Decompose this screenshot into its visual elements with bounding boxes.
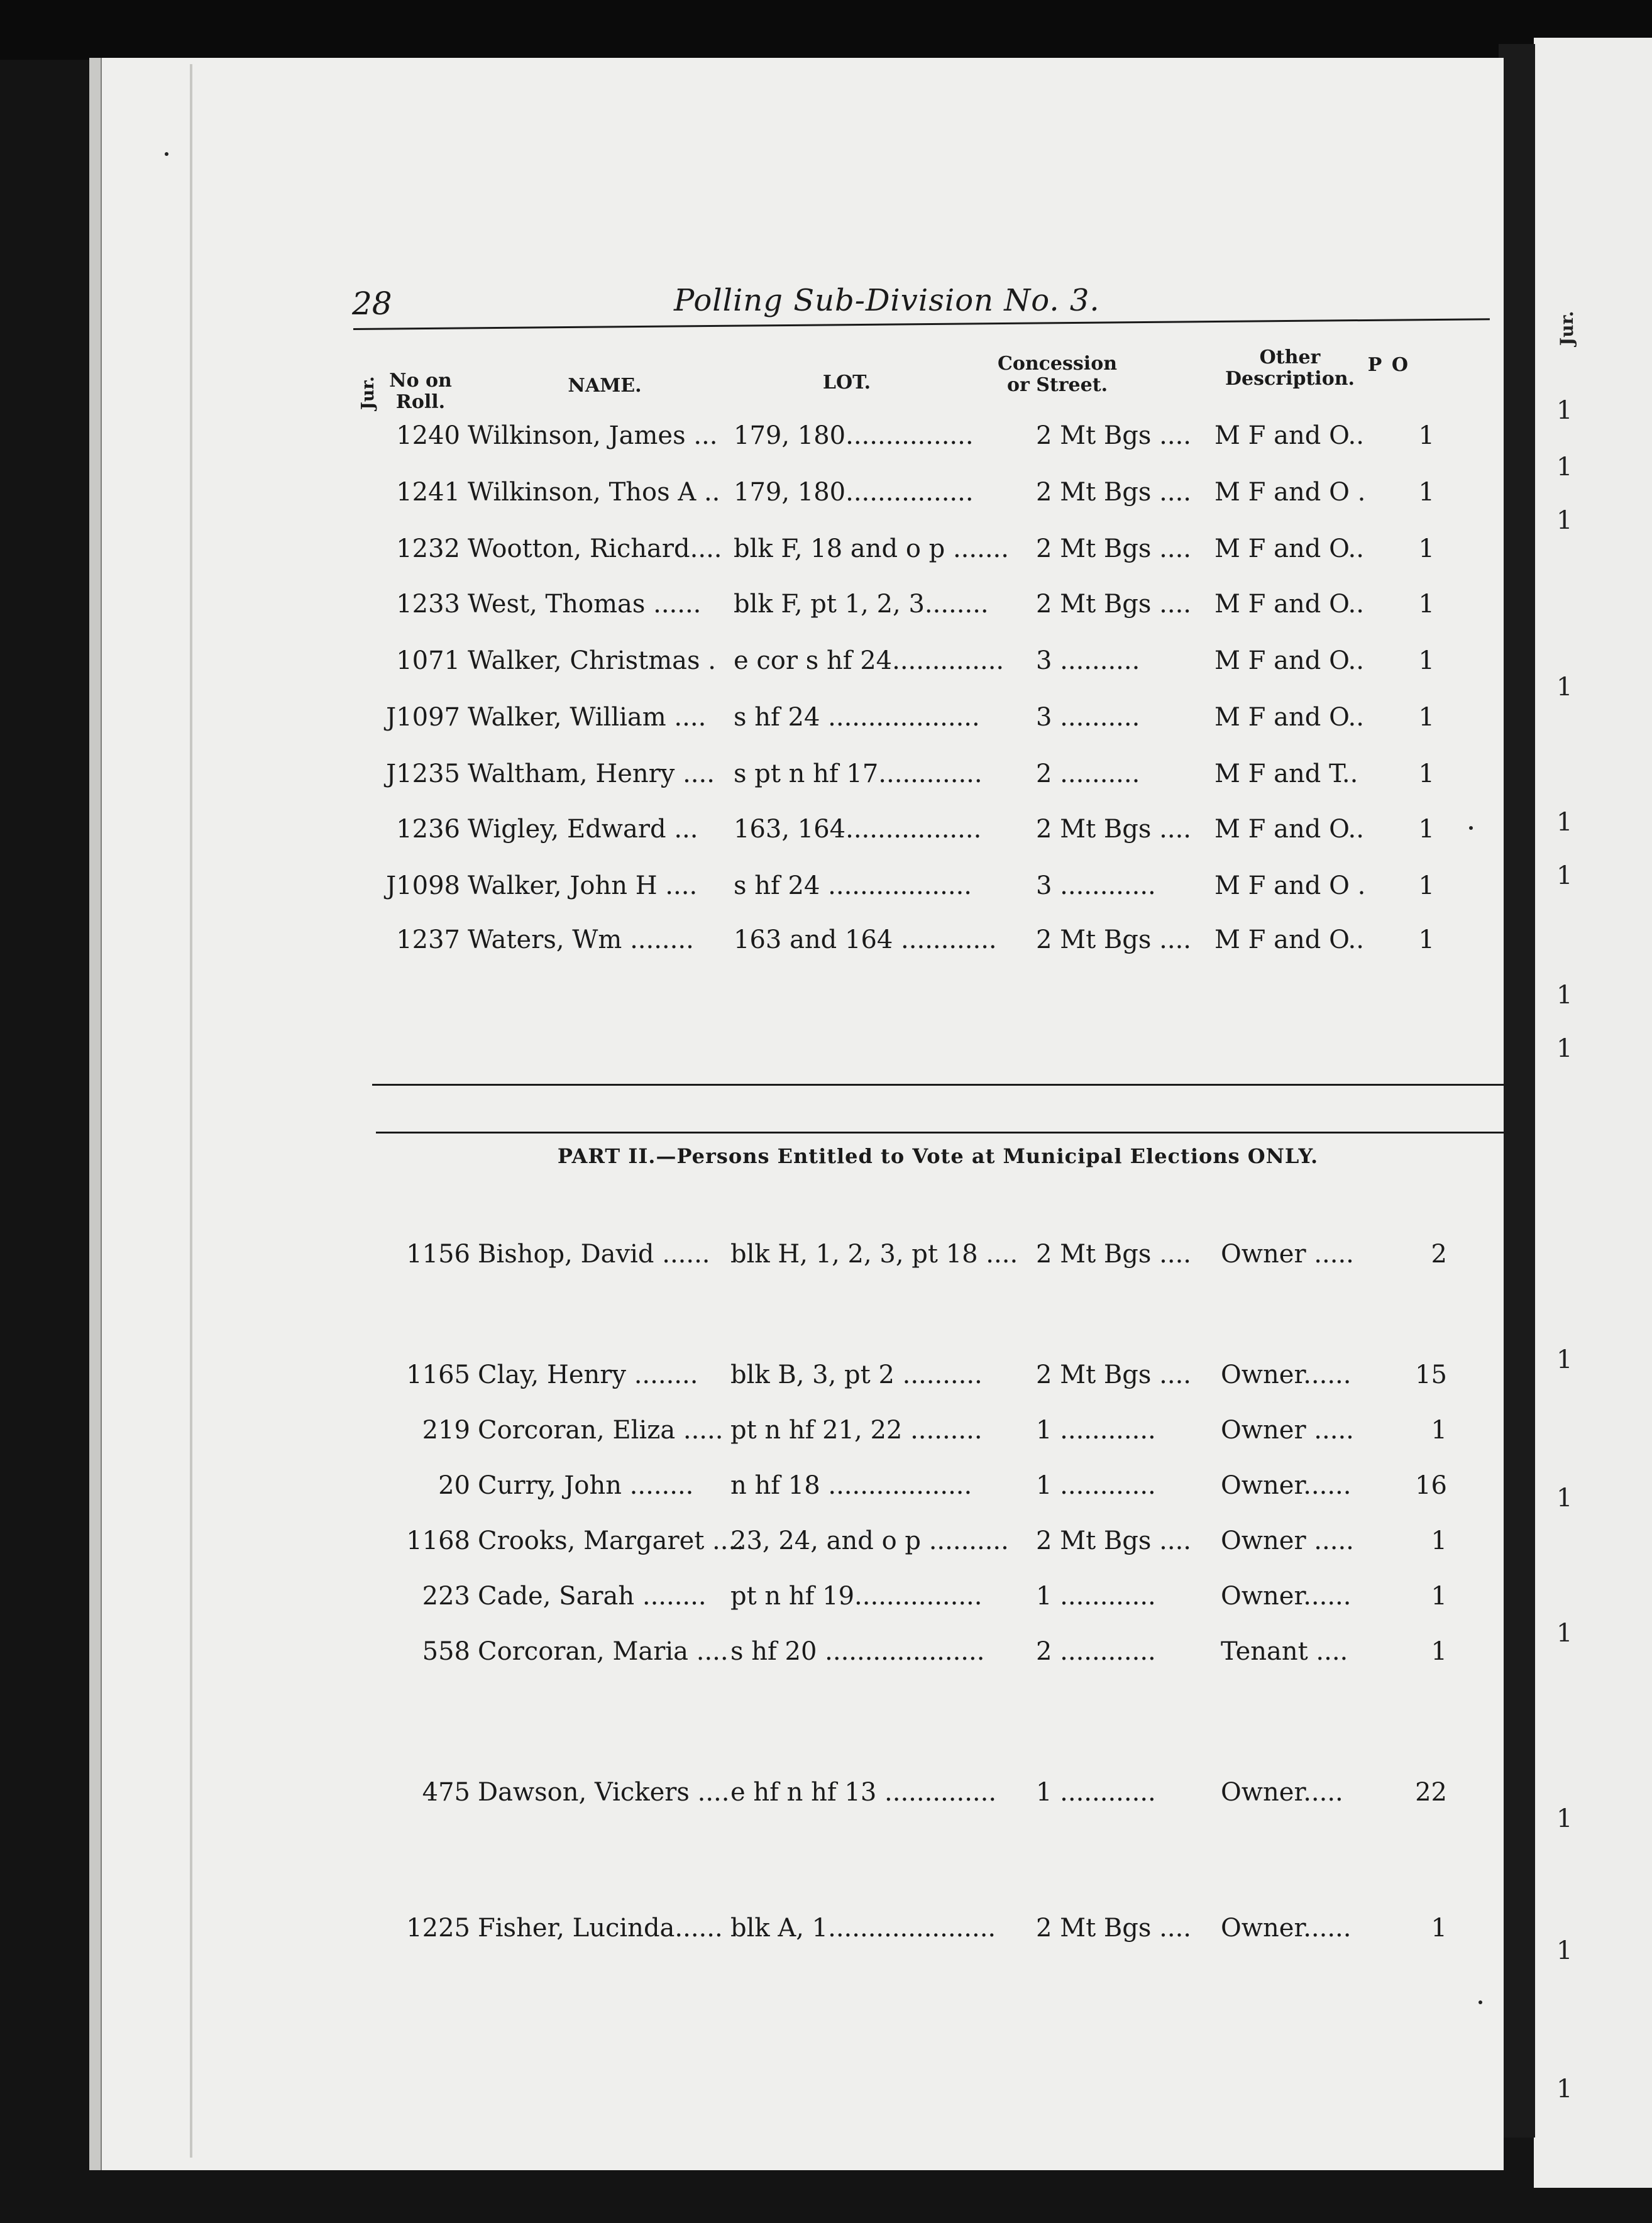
adjacent-fragment: 1 bbox=[1556, 861, 1573, 890]
adjacent-fragment: 1 bbox=[1556, 1034, 1573, 1063]
other-description: M F and O . bbox=[1214, 478, 1366, 507]
concession: 2 Mt Bgs .... bbox=[1036, 925, 1192, 954]
voter-name: Dawson, Vickers .... bbox=[478, 1778, 730, 1807]
table-row bbox=[89, 1914, 1504, 1951]
other-description: Owner ..... bbox=[1221, 1240, 1354, 1269]
lot: blk A, 1..................... bbox=[730, 1914, 996, 1943]
lot: 23, 24, and o p .......... bbox=[730, 1526, 1009, 1555]
lot: 163, 164................. bbox=[734, 815, 982, 844]
po: 1 bbox=[1431, 1914, 1447, 1943]
adjacent-fragment: 1 bbox=[1556, 673, 1573, 702]
table-row bbox=[89, 1240, 1504, 1277]
lot: blk F, pt 1, 2, 3........ bbox=[734, 590, 989, 619]
other-description: M F and O.. bbox=[1214, 590, 1364, 619]
other-description: Owner..... bbox=[1221, 1778, 1343, 1807]
col-header-other-description: Other Description. bbox=[1225, 346, 1355, 390]
lot: s pt n hf 17............. bbox=[734, 759, 983, 788]
adjacent-fragment: 1 bbox=[1556, 981, 1573, 1010]
concession: 2 Mt Bgs .... bbox=[1036, 815, 1192, 844]
lot: blk F, 18 and o p ....... bbox=[734, 534, 1009, 563]
concession: 2 Mt Bgs .... bbox=[1036, 1240, 1192, 1269]
po: 1 bbox=[1418, 478, 1434, 507]
concession: 2 Mt Bgs .... bbox=[1036, 534, 1192, 563]
voter-name: Walker, John H .... bbox=[468, 871, 698, 900]
table-row bbox=[89, 590, 1504, 627]
table-row bbox=[89, 925, 1504, 963]
other-description: Tenant .... bbox=[1221, 1637, 1348, 1666]
table-row bbox=[89, 1637, 1504, 1675]
voter-name: Waltham, Henry .... bbox=[468, 759, 715, 788]
adjacent-fragment: 1 bbox=[1556, 1936, 1573, 1965]
roll-number: J1235 bbox=[386, 759, 460, 788]
po: 1 bbox=[1418, 815, 1434, 844]
table-row bbox=[89, 534, 1504, 572]
adjacent-fragment: 1 bbox=[1556, 808, 1573, 837]
table-row bbox=[89, 421, 1504, 459]
table-row bbox=[89, 1360, 1504, 1398]
adjacent-fragment: 1 bbox=[1556, 506, 1573, 535]
table-row bbox=[89, 815, 1504, 852]
adjacent-fragment: 1 bbox=[1556, 1619, 1573, 1648]
roll-number: J1098 bbox=[386, 871, 460, 900]
adjacent-page-strip bbox=[1534, 38, 1652, 2188]
lot: s hf 24 ................... bbox=[734, 703, 980, 732]
col-header-p: P bbox=[1367, 354, 1382, 376]
concession: 1 ............ bbox=[1036, 1471, 1156, 1500]
table-row bbox=[89, 871, 1504, 909]
other-description: M F and O.. bbox=[1214, 703, 1364, 732]
roll-number: 223 bbox=[422, 1582, 470, 1611]
roll-number: 558 bbox=[422, 1637, 470, 1666]
other-description: M F and O.. bbox=[1214, 421, 1364, 450]
table-row bbox=[89, 1471, 1504, 1509]
concession: 1 ............ bbox=[1036, 1416, 1156, 1445]
roll-number: 1237 bbox=[396, 925, 460, 954]
po: 1 bbox=[1418, 925, 1434, 954]
roll-number: 1071 bbox=[396, 646, 460, 675]
running-head: Polling Sub-Division No. 3. bbox=[674, 283, 1100, 318]
table-row bbox=[89, 1582, 1504, 1619]
table-row bbox=[89, 478, 1504, 516]
table-row bbox=[89, 703, 1504, 741]
lot: n hf 18 .................. bbox=[730, 1471, 972, 1500]
po: 1 bbox=[1418, 703, 1434, 732]
col-header-concession: Concession or Street. bbox=[997, 353, 1118, 396]
voter-name: Wilkinson, James ... bbox=[468, 421, 718, 450]
header-rule bbox=[353, 318, 1490, 330]
lot: s hf 20 .................... bbox=[730, 1637, 985, 1666]
po: 1 bbox=[1431, 1416, 1447, 1445]
scan-speck bbox=[1479, 2000, 1482, 2004]
po: 1 bbox=[1418, 646, 1434, 675]
lot: 179, 180................ bbox=[734, 421, 974, 450]
voter-name: Crooks, Margaret .... bbox=[478, 1526, 744, 1555]
other-description: M F and O . bbox=[1214, 871, 1366, 900]
adjacent-fragment: 1 bbox=[1556, 1484, 1573, 1513]
concession: 2 Mt Bgs .... bbox=[1036, 590, 1192, 619]
table-row bbox=[89, 1416, 1504, 1454]
adjacent-fragment: 1 bbox=[1556, 1804, 1573, 1833]
scan-background bbox=[0, 0, 1652, 60]
concession: 3 .......... bbox=[1036, 703, 1140, 732]
document-page bbox=[89, 58, 1504, 2170]
other-description: M F and O.. bbox=[1214, 815, 1364, 844]
po: 1 bbox=[1418, 590, 1434, 619]
col-header-name: NAME. bbox=[568, 375, 642, 397]
po: 16 bbox=[1415, 1471, 1447, 1500]
lot: e hf n hf 13 .............. bbox=[730, 1778, 997, 1807]
concession: 2 .......... bbox=[1036, 759, 1140, 788]
col-header-jur: Jur. bbox=[358, 376, 378, 410]
other-description: Owner...... bbox=[1221, 1914, 1352, 1943]
voter-name: Bishop, David ...... bbox=[478, 1240, 710, 1269]
part-divider-top bbox=[372, 1084, 1510, 1086]
part-divider-bottom bbox=[376, 1132, 1510, 1134]
po: 1 bbox=[1431, 1526, 1447, 1555]
po: 1 bbox=[1418, 421, 1434, 450]
adjacent-fragment: Jur. bbox=[1556, 311, 1577, 346]
voter-name: Wilkinson, Thos A .. bbox=[468, 478, 720, 507]
voter-name: Waters, Wm ........ bbox=[468, 925, 694, 954]
po: 1 bbox=[1431, 1582, 1447, 1611]
lot: e cor s hf 24.............. bbox=[734, 646, 1005, 675]
voter-name: Wootton, Richard.... bbox=[468, 534, 722, 563]
lot: 163 and 164 ............ bbox=[734, 925, 997, 954]
other-description: Owner ..... bbox=[1221, 1416, 1354, 1445]
roll-number: 1165 bbox=[406, 1360, 470, 1389]
po: 1 bbox=[1431, 1637, 1447, 1666]
lot: 179, 180................ bbox=[734, 478, 974, 507]
lot: blk H, 1, 2, 3, pt 18 .... bbox=[730, 1240, 1018, 1269]
concession: 2 Mt Bgs .... bbox=[1036, 1914, 1192, 1943]
roll-number: 20 bbox=[438, 1471, 470, 1500]
voter-name: West, Thomas ...... bbox=[468, 590, 702, 619]
roll-number: 1232 bbox=[396, 534, 460, 563]
adjacent-fragment: 1 bbox=[1556, 2075, 1573, 2104]
concession: 2 Mt Bgs .... bbox=[1036, 1360, 1192, 1389]
voter-name: Walker, William .... bbox=[468, 703, 707, 732]
part-ii-title: PART II.—Persons Entitled to Vote at Municipal Elections ONLY. bbox=[557, 1144, 1319, 1168]
concession: 2 Mt Bgs .... bbox=[1036, 1526, 1192, 1555]
concession: 3 ............ bbox=[1036, 871, 1156, 900]
voter-name: Fisher, Lucinda...... bbox=[478, 1914, 723, 1943]
table-row bbox=[89, 1526, 1504, 1564]
table-row bbox=[89, 646, 1504, 684]
po: 22 bbox=[1415, 1778, 1447, 1807]
other-description: M F and T.. bbox=[1214, 759, 1358, 788]
concession: 3 .......... bbox=[1036, 646, 1140, 675]
concession: 2 Mt Bgs .... bbox=[1036, 421, 1192, 450]
roll-number: 1156 bbox=[406, 1240, 470, 1269]
other-description: M F and O.. bbox=[1214, 646, 1364, 675]
adjacent-fragment: 1 bbox=[1556, 453, 1573, 482]
other-description: Owner...... bbox=[1221, 1582, 1352, 1611]
table-row bbox=[89, 759, 1504, 797]
adjacent-fragment: 1 bbox=[1556, 1345, 1573, 1374]
roll-number: 219 bbox=[422, 1416, 470, 1445]
voter-name: Cade, Sarah ........ bbox=[478, 1582, 707, 1611]
voter-name: Clay, Henry ........ bbox=[478, 1360, 698, 1389]
voter-name: Corcoran, Eliza ..... bbox=[478, 1416, 724, 1445]
book-gutter bbox=[1499, 44, 1535, 2138]
concession: 2 Mt Bgs .... bbox=[1036, 478, 1192, 507]
other-description: Owner...... bbox=[1221, 1471, 1352, 1500]
roll-number: 475 bbox=[422, 1778, 470, 1807]
po: 1 bbox=[1418, 759, 1434, 788]
lot: s hf 24 .................. bbox=[734, 871, 972, 900]
po: 1 bbox=[1418, 871, 1434, 900]
table-row bbox=[89, 1778, 1504, 1816]
lot: pt n hf 21, 22 ......... bbox=[730, 1416, 983, 1445]
col-header-o: O bbox=[1391, 354, 1409, 376]
lot: blk B, 3, pt 2 .......... bbox=[730, 1360, 983, 1389]
concession: 1 ............ bbox=[1036, 1582, 1156, 1611]
roll-number: 1168 bbox=[406, 1526, 470, 1555]
lot: pt n hf 19................ bbox=[730, 1582, 983, 1611]
voter-name: Corcoran, Maria .... bbox=[478, 1637, 729, 1666]
other-description: Owner ..... bbox=[1221, 1526, 1354, 1555]
roll-number: 1236 bbox=[396, 815, 460, 844]
other-description: Owner...... bbox=[1221, 1360, 1352, 1389]
concession: 2 ............ bbox=[1036, 1637, 1156, 1666]
other-description: M F and O.. bbox=[1214, 925, 1364, 954]
scan-speck bbox=[1469, 826, 1473, 830]
roll-number: 1233 bbox=[396, 590, 460, 619]
po: 2 bbox=[1431, 1240, 1447, 1269]
concession: 1 ............ bbox=[1036, 1778, 1156, 1807]
roll-number: 1241 bbox=[396, 478, 460, 507]
po: 1 bbox=[1418, 534, 1434, 563]
po: 15 bbox=[1415, 1360, 1447, 1389]
roll-number: 1225 bbox=[406, 1914, 470, 1943]
roll-number: J1097 bbox=[386, 703, 460, 732]
scan-speck bbox=[165, 152, 168, 156]
voter-name: Wigley, Edward ... bbox=[468, 815, 698, 844]
col-header-no-on-roll: No on Roll. bbox=[389, 370, 452, 413]
adjacent-fragment: 1 bbox=[1556, 396, 1573, 425]
other-description: M F and O.. bbox=[1214, 534, 1364, 563]
roll-number: 1240 bbox=[396, 421, 460, 450]
col-header-lot: LOT. bbox=[822, 372, 871, 394]
voter-name: Curry, John ........ bbox=[478, 1471, 694, 1500]
page-number: 28 bbox=[352, 285, 392, 322]
voter-name: Walker, Christmas . bbox=[468, 646, 716, 675]
